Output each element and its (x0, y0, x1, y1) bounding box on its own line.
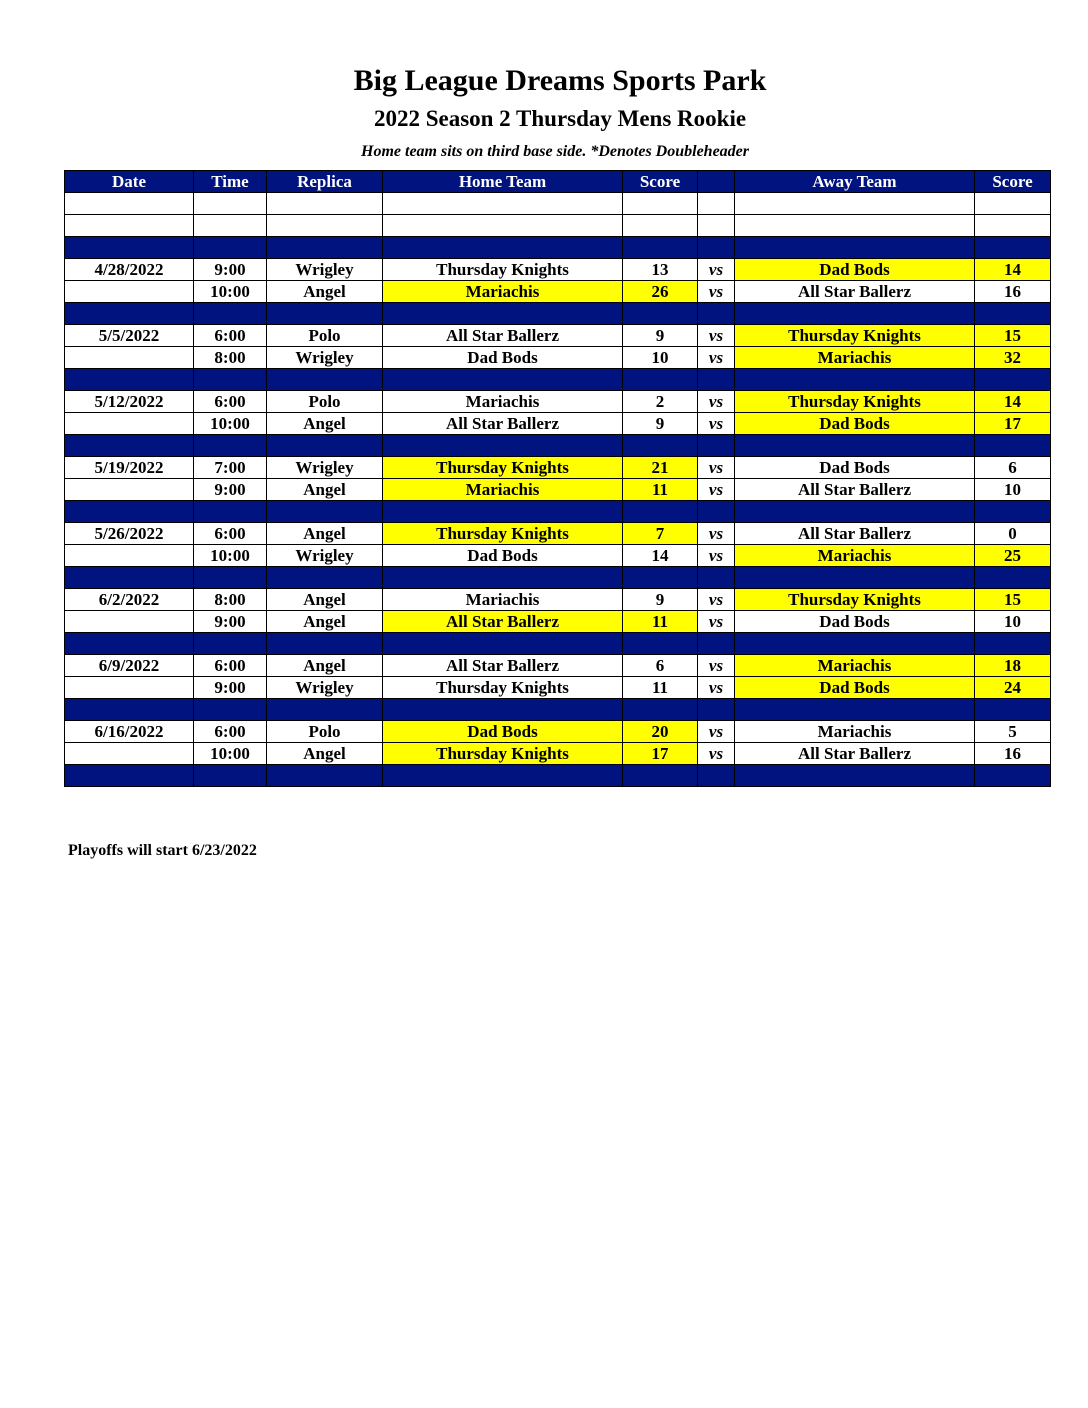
away-score-cell: 32 (975, 347, 1051, 369)
time-cell: 6:00 (194, 523, 267, 545)
time-cell: 6:00 (194, 655, 267, 677)
empty-cell (383, 633, 623, 655)
vs-cell: vs (698, 721, 735, 743)
empty-cell (65, 215, 194, 237)
empty-cell (735, 501, 975, 523)
home-team-cell: All Star Ballerz (383, 611, 623, 633)
away-team-cell: All Star Ballerz (735, 281, 975, 303)
empty-cell (267, 193, 383, 215)
empty-cell (65, 501, 194, 523)
empty-cell (623, 633, 698, 655)
home-team-cell: Mariachis (383, 479, 623, 501)
away-team-cell: All Star Ballerz (735, 523, 975, 545)
header-date: Date (65, 171, 194, 193)
empty-cell (267, 435, 383, 457)
away-team-cell: Dad Bods (735, 413, 975, 435)
header-home-score: Score (623, 171, 698, 193)
empty-cell (65, 567, 194, 589)
away-score-cell: 25 (975, 545, 1051, 567)
date-cell: 6/9/2022 (65, 655, 194, 677)
away-team-cell: Thursday Knights (735, 391, 975, 413)
empty-cell (735, 369, 975, 391)
game-row (65, 281, 1051, 303)
page-title: Big League Dreams Sports Park (353, 64, 767, 97)
empty-cell (65, 303, 194, 325)
schedule-body (65, 193, 1051, 787)
away-team-cell: Dad Bods (735, 259, 975, 281)
time-cell: 10:00 (194, 413, 267, 435)
away-team-cell: Mariachis (735, 721, 975, 743)
game-row (65, 589, 1051, 611)
empty-cell (735, 215, 975, 237)
home-score-cell: 13 (623, 259, 698, 281)
empty-cell (698, 369, 735, 391)
vs-cell: vs (698, 523, 735, 545)
empty-cell (194, 699, 267, 721)
away-team-cell: Thursday Knights (735, 589, 975, 611)
away-score-cell: 0 (975, 523, 1051, 545)
replica-cell: Polo (267, 391, 383, 413)
away-score-cell: 16 (975, 281, 1051, 303)
blank-row (65, 193, 1051, 215)
time-cell: 9:00 (194, 479, 267, 501)
empty-cell (267, 215, 383, 237)
empty-cell (975, 699, 1051, 721)
game-row (65, 743, 1051, 765)
game-row (65, 655, 1051, 677)
empty-cell (735, 633, 975, 655)
away-score-cell: 18 (975, 655, 1051, 677)
home-team-cell: Mariachis (383, 281, 623, 303)
home-score-cell: 21 (623, 457, 698, 479)
date-cell: 6/16/2022 (65, 721, 194, 743)
empty-cell (383, 369, 623, 391)
empty-cell (698, 237, 735, 259)
away-team-cell: Dad Bods (735, 677, 975, 699)
date-cell (65, 347, 194, 369)
date-cell: 5/26/2022 (65, 523, 194, 545)
blank-row (65, 215, 1051, 237)
replica-cell: Polo (267, 325, 383, 347)
game-row (65, 325, 1051, 347)
page-subtitle: 2022 Season 2 Thursday Mens Rookie (373, 106, 747, 131)
game-row (65, 611, 1051, 633)
home-team-cell: Dad Bods (383, 545, 623, 567)
separator-row (65, 699, 1051, 721)
empty-cell (267, 633, 383, 655)
home-score-cell: 26 (623, 281, 698, 303)
time-cell: 9:00 (194, 677, 267, 699)
empty-cell (975, 369, 1051, 391)
vs-cell: vs (698, 611, 735, 633)
empty-cell (194, 237, 267, 259)
replica-cell: Angel (267, 611, 383, 633)
separator-row (65, 237, 1051, 259)
empty-cell (735, 435, 975, 457)
header-time: Time (194, 171, 267, 193)
vs-cell: vs (698, 413, 735, 435)
date-cell: 5/19/2022 (65, 457, 194, 479)
date-cell: 6/2/2022 (65, 589, 194, 611)
empty-cell (698, 501, 735, 523)
game-row (65, 479, 1051, 501)
replica-cell: Angel (267, 655, 383, 677)
empty-cell (383, 215, 623, 237)
replica-cell: Polo (267, 721, 383, 743)
vs-cell: vs (698, 479, 735, 501)
home-team-cell: Thursday Knights (383, 457, 623, 479)
empty-cell (65, 237, 194, 259)
away-score-cell: 15 (975, 325, 1051, 347)
empty-cell (194, 193, 267, 215)
empty-cell (975, 303, 1051, 325)
empty-cell (623, 237, 698, 259)
home-score-cell: 17 (623, 743, 698, 765)
empty-cell (975, 765, 1051, 787)
empty-cell (698, 633, 735, 655)
away-score-cell: 10 (975, 611, 1051, 633)
home-score-cell: 14 (623, 545, 698, 567)
empty-cell (735, 303, 975, 325)
vs-cell: vs (698, 677, 735, 699)
time-cell: 10:00 (194, 281, 267, 303)
empty-cell (65, 633, 194, 655)
empty-cell (383, 303, 623, 325)
time-cell: 8:00 (194, 589, 267, 611)
vs-cell: vs (698, 457, 735, 479)
empty-cell (194, 435, 267, 457)
home-team-cell: Thursday Knights (383, 523, 623, 545)
vs-cell: vs (698, 391, 735, 413)
empty-cell (383, 501, 623, 523)
vs-cell: vs (698, 259, 735, 281)
away-team-cell: Mariachis (735, 655, 975, 677)
replica-cell: Wrigley (267, 347, 383, 369)
empty-cell (623, 303, 698, 325)
empty-cell (267, 765, 383, 787)
date-cell (65, 413, 194, 435)
home-score-cell: 2 (623, 391, 698, 413)
header-away-team: Away Team (735, 171, 975, 193)
time-cell: 6:00 (194, 391, 267, 413)
vs-cell: vs (698, 281, 735, 303)
game-row (65, 259, 1051, 281)
empty-cell (735, 567, 975, 589)
game-row (65, 457, 1051, 479)
date-cell: 5/5/2022 (65, 325, 194, 347)
empty-cell (735, 193, 975, 215)
home-score-cell: 11 (623, 479, 698, 501)
away-score-cell: 5 (975, 721, 1051, 743)
header-away-score: Score (975, 171, 1051, 193)
empty-cell (975, 193, 1051, 215)
empty-cell (267, 567, 383, 589)
home-team-cell: Mariachis (383, 391, 623, 413)
empty-cell (267, 369, 383, 391)
replica-cell: Angel (267, 589, 383, 611)
game-row (65, 413, 1051, 435)
away-score-cell: 10 (975, 479, 1051, 501)
home-score-cell: 11 (623, 677, 698, 699)
vs-cell: vs (698, 655, 735, 677)
home-team-cell: All Star Ballerz (383, 325, 623, 347)
separator-row (65, 303, 1051, 325)
replica-cell: Angel (267, 413, 383, 435)
date-cell: 5/12/2022 (65, 391, 194, 413)
empty-cell (735, 699, 975, 721)
empty-cell (194, 501, 267, 523)
away-score-cell: 24 (975, 677, 1051, 699)
empty-cell (65, 369, 194, 391)
empty-cell (975, 501, 1051, 523)
date-cell (65, 677, 194, 699)
empty-cell (975, 237, 1051, 259)
empty-cell (65, 699, 194, 721)
empty-cell (623, 435, 698, 457)
empty-cell (267, 237, 383, 259)
game-row (65, 347, 1051, 369)
empty-cell (623, 193, 698, 215)
replica-cell: Angel (267, 743, 383, 765)
replica-cell: Wrigley (267, 545, 383, 567)
time-cell: 6:00 (194, 721, 267, 743)
empty-cell (623, 501, 698, 523)
time-cell: 6:00 (194, 325, 267, 347)
vs-cell: vs (698, 545, 735, 567)
away-score-cell: 16 (975, 743, 1051, 765)
empty-cell (623, 369, 698, 391)
date-cell (65, 545, 194, 567)
away-team-cell: All Star Ballerz (735, 743, 975, 765)
time-cell: 9:00 (194, 259, 267, 281)
replica-cell: Wrigley (267, 677, 383, 699)
away-team-cell: Dad Bods (735, 457, 975, 479)
date-cell: 4/28/2022 (65, 259, 194, 281)
empty-cell (698, 567, 735, 589)
away-team-cell: All Star Ballerz (735, 479, 975, 501)
home-score-cell: 9 (623, 325, 698, 347)
home-team-cell: Thursday Knights (383, 259, 623, 281)
away-score-cell: 6 (975, 457, 1051, 479)
empty-cell (698, 193, 735, 215)
empty-cell (975, 633, 1051, 655)
home-score-cell: 6 (623, 655, 698, 677)
empty-cell (623, 215, 698, 237)
home-team-cell: Thursday Knights (383, 677, 623, 699)
header-replica: Replica (267, 171, 383, 193)
empty-cell (623, 567, 698, 589)
empty-cell (698, 435, 735, 457)
empty-cell (383, 193, 623, 215)
time-cell: 10:00 (194, 545, 267, 567)
empty-cell (383, 237, 623, 259)
separator-row (65, 765, 1051, 787)
empty-cell (267, 501, 383, 523)
home-team-cell: Dad Bods (383, 347, 623, 369)
game-row (65, 721, 1051, 743)
vs-cell: vs (698, 589, 735, 611)
home-score-cell: 9 (623, 413, 698, 435)
replica-cell: Angel (267, 479, 383, 501)
date-cell (65, 479, 194, 501)
empty-cell (698, 303, 735, 325)
home-team-cell: All Star Ballerz (383, 413, 623, 435)
away-team-cell: Mariachis (735, 347, 975, 369)
empty-cell (194, 567, 267, 589)
empty-cell (735, 765, 975, 787)
date-cell (65, 611, 194, 633)
empty-cell (65, 765, 194, 787)
home-score-cell: 10 (623, 347, 698, 369)
empty-cell (194, 303, 267, 325)
replica-cell: Wrigley (267, 259, 383, 281)
header-home-team: Home Team (383, 171, 623, 193)
empty-cell (975, 435, 1051, 457)
separator-row (65, 633, 1051, 655)
home-score-cell: 7 (623, 523, 698, 545)
vs-cell: vs (698, 347, 735, 369)
empty-cell (383, 567, 623, 589)
away-score-cell: 14 (975, 391, 1051, 413)
away-team-cell: Thursday Knights (735, 325, 975, 347)
empty-cell (194, 633, 267, 655)
table-header-row (65, 171, 1051, 193)
home-score-cell: 20 (623, 721, 698, 743)
home-team-cell: All Star Ballerz (383, 655, 623, 677)
empty-cell (383, 435, 623, 457)
home-team-cell: Dad Bods (383, 721, 623, 743)
header-vs (698, 171, 735, 193)
time-cell: 7:00 (194, 457, 267, 479)
game-row (65, 391, 1051, 413)
home-score-cell: 11 (623, 611, 698, 633)
schedule-table (64, 170, 1051, 787)
separator-row (65, 501, 1051, 523)
empty-cell (698, 215, 735, 237)
empty-cell (975, 215, 1051, 237)
empty-cell (194, 765, 267, 787)
home-team-cell: Thursday Knights (383, 743, 623, 765)
separator-row (65, 369, 1051, 391)
replica-cell: Wrigley (267, 457, 383, 479)
away-score-cell: 15 (975, 589, 1051, 611)
empty-cell (698, 765, 735, 787)
empty-cell (698, 699, 735, 721)
home-score-cell: 9 (623, 589, 698, 611)
empty-cell (383, 765, 623, 787)
empty-cell (623, 699, 698, 721)
date-cell (65, 281, 194, 303)
game-row (65, 677, 1051, 699)
empty-cell (267, 699, 383, 721)
game-row (65, 523, 1051, 545)
playoffs-note: Playoffs will start 6/23/2022 (68, 842, 257, 859)
vs-cell: vs (698, 325, 735, 347)
game-row (65, 545, 1051, 567)
separator-row (65, 567, 1051, 589)
away-score-cell: 17 (975, 413, 1051, 435)
empty-cell (267, 303, 383, 325)
replica-cell: Angel (267, 523, 383, 545)
empty-cell (65, 435, 194, 457)
separator-row (65, 435, 1051, 457)
time-cell: 8:00 (194, 347, 267, 369)
schedule-note: Home team sits on third base side. *Denotes Doubleheader (361, 143, 749, 160)
replica-cell: Angel (267, 281, 383, 303)
empty-cell (383, 699, 623, 721)
time-cell: 9:00 (194, 611, 267, 633)
vs-cell: vs (698, 743, 735, 765)
date-cell (65, 743, 194, 765)
empty-cell (194, 215, 267, 237)
time-cell: 10:00 (194, 743, 267, 765)
away-team-cell: Dad Bods (735, 611, 975, 633)
empty-cell (194, 369, 267, 391)
away-team-cell: Mariachis (735, 545, 975, 567)
empty-cell (65, 193, 194, 215)
home-team-cell: Mariachis (383, 589, 623, 611)
away-score-cell: 14 (975, 259, 1051, 281)
empty-cell (623, 765, 698, 787)
empty-cell (735, 237, 975, 259)
empty-cell (975, 567, 1051, 589)
